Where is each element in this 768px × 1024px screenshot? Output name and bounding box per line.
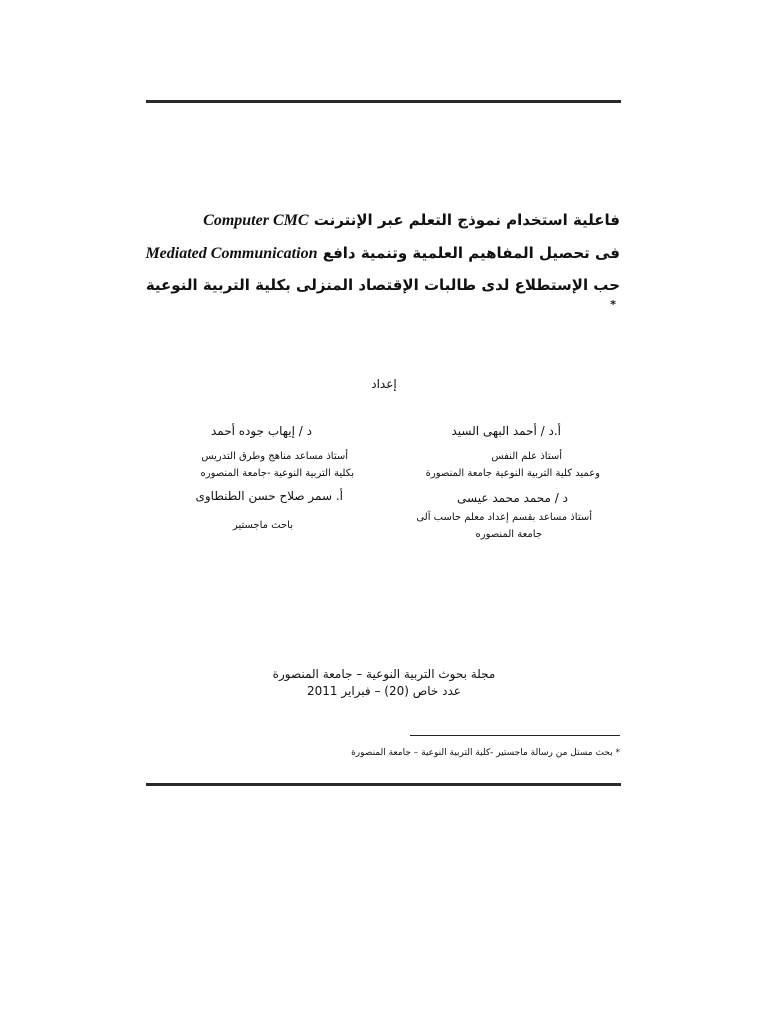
title-line-1-english: Computer CMC <box>203 212 309 229</box>
author-right-2-name: د / محمد محمد عيسى <box>457 491 568 505</box>
author-right-1-role-2: وعميد كلية التربية النوعية جامعة المنصورة <box>425 468 600 479</box>
title-line-3-arabic: حب الإستطلاع لدى طالبات الإقتصاد المنزلى بكلية التربية النوعية <box>145 276 620 294</box>
title-line-1 <box>140 210 620 231</box>
title-line-2-english: Mediated Communication <box>145 245 318 262</box>
footnote-separator <box>410 735 620 736</box>
author-left-1-role-1: أستاذ مساعد مناهج وطرق التدريس <box>201 451 348 462</box>
author-right-2-role-1: أستاذ مساعد بقسم إعداد معلم حاسب آلى <box>416 512 592 523</box>
title-line-2-arabic: فى تحصيل المفاهيم العلمية وتنمية دافع <box>322 244 620 262</box>
title-line-3 <box>140 275 620 319</box>
title-line-2 <box>140 243 620 264</box>
prepared-by-label: إعداد <box>371 377 397 391</box>
author-left-2-name: أ. سمر صلاح حسن الطنطاوى <box>195 489 343 503</box>
bottom-rule <box>146 783 621 786</box>
journal-info <box>0 666 768 700</box>
journal-name: مجلة بحوث التربية النوعية – جامعة المنصورة <box>272 667 496 681</box>
author-left-1-name: د / إيهاب جوده أحمد <box>210 424 312 438</box>
author-left-1-role-2: بكلية التربية النوعية -جامعة المنصوره <box>200 468 354 479</box>
author-right-1-role-1: أستاذ علم النفس <box>491 451 562 462</box>
author-right-1-name: أ.د / أحمد البهى السيد <box>451 424 561 438</box>
footnote-text: * بحث مستل من رسالة ماجستير -كلية التربية النوعية – جامعة المنصورة <box>351 748 620 758</box>
journal-issue: عدد خاص (20) – فبراير 2011 <box>307 684 461 698</box>
top-rule <box>146 100 621 103</box>
author-left-2-role-1: باحث ماجستير <box>232 520 293 531</box>
author-right-2-role-2: جامعة المنصوره <box>475 529 542 540</box>
title-line-1-arabic: فاعلية استخدام نموذج التعلم عبر الإنترنت <box>313 211 620 229</box>
footnote-mark: * <box>610 298 616 311</box>
